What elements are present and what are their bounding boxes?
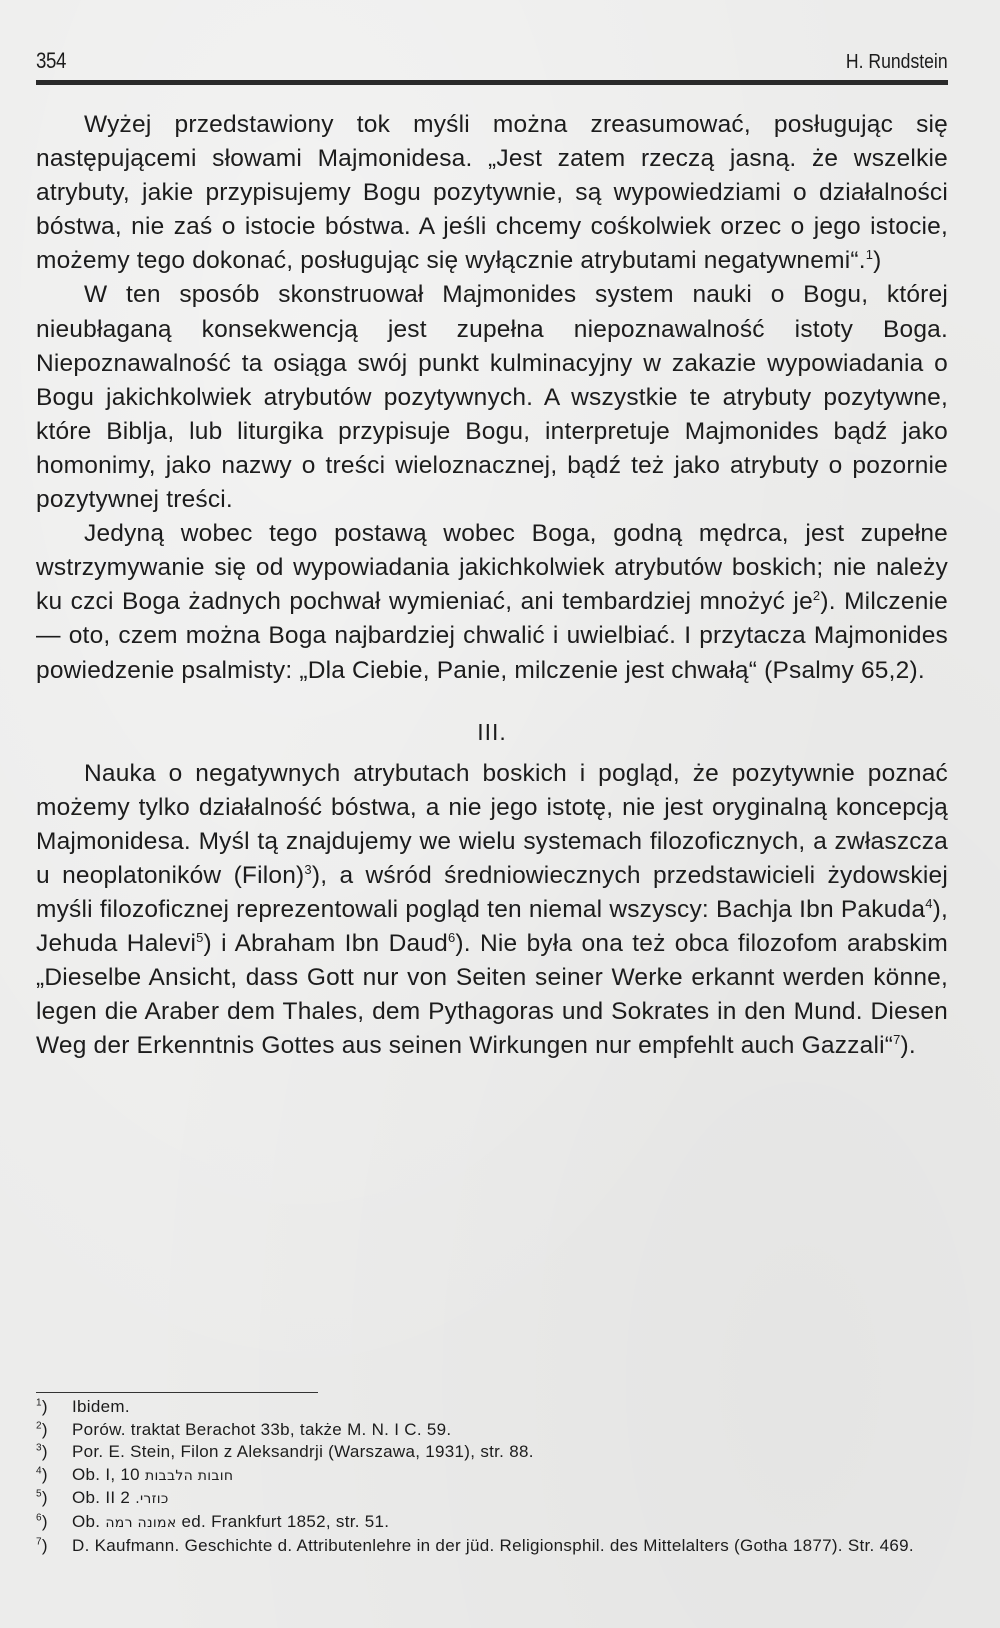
footnote: [36, 1441, 948, 1464]
footnote-marker: $^3$): [36, 1442, 48, 1462]
footnote-text: Por. E. Stein, Filon z Aleksandrji (Warszawa, 1931), str. 88.: [72, 1442, 534, 1462]
footnote: [36, 1511, 948, 1535]
header-rule: [36, 80, 948, 85]
footnote-marker: $^4$): [36, 1464, 48, 1484]
footnote: [36, 1464, 948, 1488]
footnote-ref[interactable]: 2: [812, 588, 821, 604]
footnote-ref[interactable]: 1: [865, 247, 874, 263]
footnote-marker: $^1$): [36, 1397, 48, 1416]
footnote-ref[interactable]: 7: [893, 1032, 901, 1048]
footnote: [36, 1487, 948, 1511]
footnote-marker: $^6$): [36, 1511, 48, 1531]
paragraph: [36, 108, 948, 278]
paragraph-text: Jedyną wobec tego postawą wobec Boga, godną mędrca, jest zupełne wstrzymywanie się od wypowiadania jakichkolwiek atrybutów boskich; nie należy ku czci Boga żadnych pochwał wymieniać, ani tembardziej mnożyć je: [36, 520, 948, 616]
body-text: [36, 108, 948, 1064]
running-head: [36, 48, 948, 78]
paragraph: [36, 757, 948, 1064]
hebrew-title: כוזרי.: [135, 1491, 169, 1508]
footnote-ref[interactable]: 5: [196, 930, 204, 945]
hebrew-title: אמונה רמה: [105, 1514, 177, 1531]
running-head-author: H. Rundstein: [846, 51, 948, 73]
paragraph-text: Wyżej przedstawiony tok myśli można zreasumować, posługując się następującemi słowami Majmonidesa. „Jest zatem rzeczą jasną. że wszelkie atrybuty, jakie przypisujemy Bogu pozytywnie, są wypowiedziami o działalności bóstwa, nie zaś o istocie bóstwa. A jeśli chcemy cośkolwiek orzec o jego istocie, możemy tego dokonać, posługując się wyłącznie atrybutami negatywnemi“.: [36, 111, 948, 275]
footnote-ref[interactable]: 3: [304, 861, 312, 877]
footnote-marker: $^2$): [36, 1419, 48, 1439]
hebrew-title: חובות הלבבות: [144, 1467, 234, 1484]
footnote-separator: [36, 1392, 318, 1393]
paragraph-text: ): [873, 247, 882, 275]
footnote-text: Ob. II 2 כוזרי.: [72, 1488, 169, 1508]
paragraph-text: ), Jehuda Halevi: [36, 896, 948, 958]
footnotes: [36, 1396, 948, 1557]
paragraph-text: Nauka o negatywnych atrybutach boskich i pogląd, że pozytywnie poznać możemy tylko działalność bóstwa, a nie jego istotę, nie jest oryginalną koncepcją Majmonidesa. Myśl tą znajdujemy we wielu systemach filozoficznych, a zwłaszcza u neoplatoników (Filon): [36, 759, 948, 889]
footnote-marker: $^5$): [36, 1488, 48, 1508]
paragraph-text: ). Milczenie — oto, czem można Boga najbardziej chwalić i uwielbiać. I przytacza Majmonides powiedzenie psalmisty: „Dla Ciebie, Panie, milczenie jest chwałą“ (Psalmy 65,2).: [36, 588, 948, 684]
footnote-text: D. Kaufmann. Geschichte d. Attributenlehre in der jüd. Religionsphil. des Mittelalters (Gotha 1877). Str. 469.: [72, 1535, 914, 1555]
paragraph-text: ).: [900, 1032, 916, 1060]
footnote-text: Ibidem.: [72, 1397, 130, 1416]
page-number: 354: [36, 48, 66, 73]
footnote: [36, 1396, 948, 1419]
footnote-text: Ob. אמונה רמה ed. Frankfurt 1852, str. 51.: [72, 1511, 390, 1531]
paragraph-text: ) i Abraham Ibn Daud: [203, 930, 448, 958]
footnote-ref[interactable]: 4: [925, 895, 933, 911]
section-heading: III.: [477, 718, 507, 745]
paragraph-text: ). Nie była ona też obca filozofom arabskim „Dieselbe Ansicht, dass Gott nur von Seiten seiner Werke erkannt werden könne, legen die Araber dem Thales, dem Pythagoras und Sokrates in den Mund. Diesen Weg der Erkenntnis Gottes aus seinen Wirkungen nur empfehlt auch Gazzali“: [36, 930, 948, 1060]
paragraph: W ten sposób skonstruował Majmonides system nauki o Bogu, której nieubłaganą konsekwencją jest zupełna niepoznawalność istoty Boga. Niepoznawalność ta osiąga swój punkt kulminacyjny w zakazie wypowiadania o Bogu jakichkolwiek atrybutów pozytywnych. A wszystkie te atrybuty pozytywne, które Biblja, lub liturgika przypisuje Bogu, interpretuje Majmonides bądź jako homonimy, jako nazwy o treści wieloznacznej, bądź też jako atrybuty o pozornie pozytywnej treści.: [36, 281, 948, 514]
paragraph: [36, 517, 948, 687]
footnote-marker: $^7$): [36, 1535, 48, 1555]
paragraph-text: ), a wśród średniowiecznych przedstawicieli żydowskiej myśli filozoficznej reprezentowali pogląd ten niemal wszyscy: Bachja Ibn Pakuda: [36, 861, 948, 924]
footnote-text: Ob. I, 10 חובות הלבבות: [72, 1464, 234, 1484]
footnote: [36, 1535, 948, 1558]
footnote-text: Porów. traktat Berachot 33b, także M. N. I C. 59.: [72, 1419, 452, 1439]
footnote-ref[interactable]: 6: [447, 930, 456, 945]
footnote: [36, 1419, 948, 1442]
